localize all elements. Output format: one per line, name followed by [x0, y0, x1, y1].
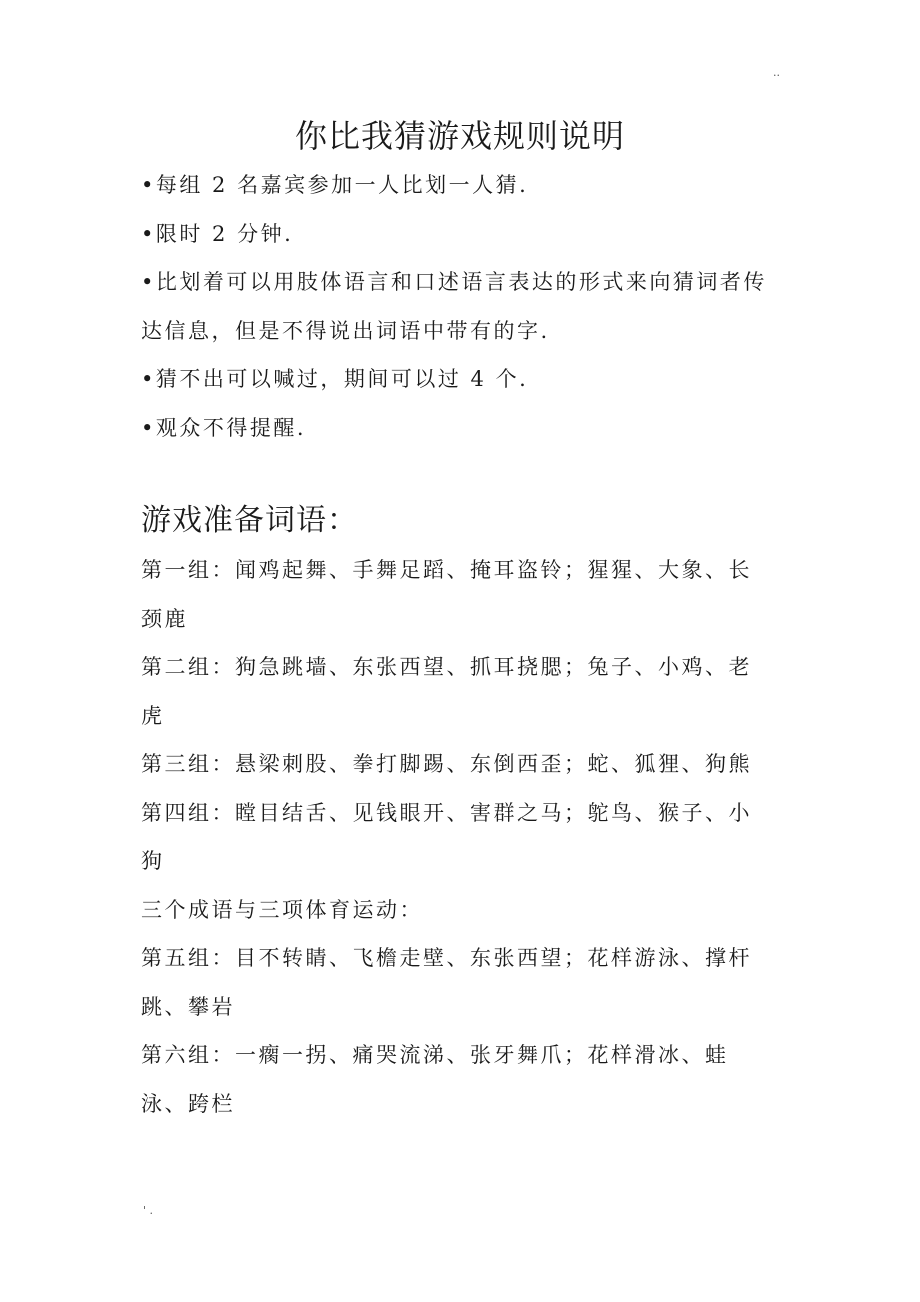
rule-item: •比划着可以用肢体语言和口述语言表达的形式来向猜词者传达信息，但是不得说出词语中带有的字. [141, 270, 767, 343]
word-group-5: 第五组：目不转睛、飞檐走壁、东张西望；花样游泳、撑杆跳、攀岩 [141, 946, 752, 1019]
page-title: 你比我猜游戏规则说明 [294, 117, 625, 155]
rule-item: •每组 2 名嘉宾参加一人比划一人猜. [141, 173, 529, 197]
word-group-6: 第六组：一瘸一拐、痛哭流涕、张牙舞爪；花样滑冰、蛙泳、跨栏 [141, 1043, 729, 1116]
rule-item: •猜不出可以喊过，期间可以过 4 个. [141, 367, 529, 391]
words-heading: 游戏准备词语： [141, 503, 358, 538]
word-groups-list [141, 546, 771, 1128]
rule-item: •限时 2 分钟. [141, 221, 294, 246]
header-mark: .. [773, 66, 780, 79]
word-group-1: 第一组：闻鸡起舞、手舞足蹈、掩耳盗铃；猩猩、大象、长颈鹿 [141, 558, 752, 631]
footer-mark: ' . [143, 1204, 154, 1217]
word-group-4: 第四组：瞠目结舌、见钱眼开、害群之马；鸵鸟、猴子、小狗 [141, 800, 752, 873]
word-group-3: 第三组：悬梁刺股、拳打脚踢、东倒西歪；蛇、狐狸、狗熊 [141, 752, 752, 776]
word-subheading: 三个成语与三项体育运动： [141, 897, 423, 922]
word-group-2: 第二组：狗急跳墙、东张西望、抓耳挠腮；兔子、小鸡、老虎 [141, 655, 752, 728]
rules-list [141, 161, 771, 452]
rule-item: •观众不得提醒. [141, 415, 307, 440]
